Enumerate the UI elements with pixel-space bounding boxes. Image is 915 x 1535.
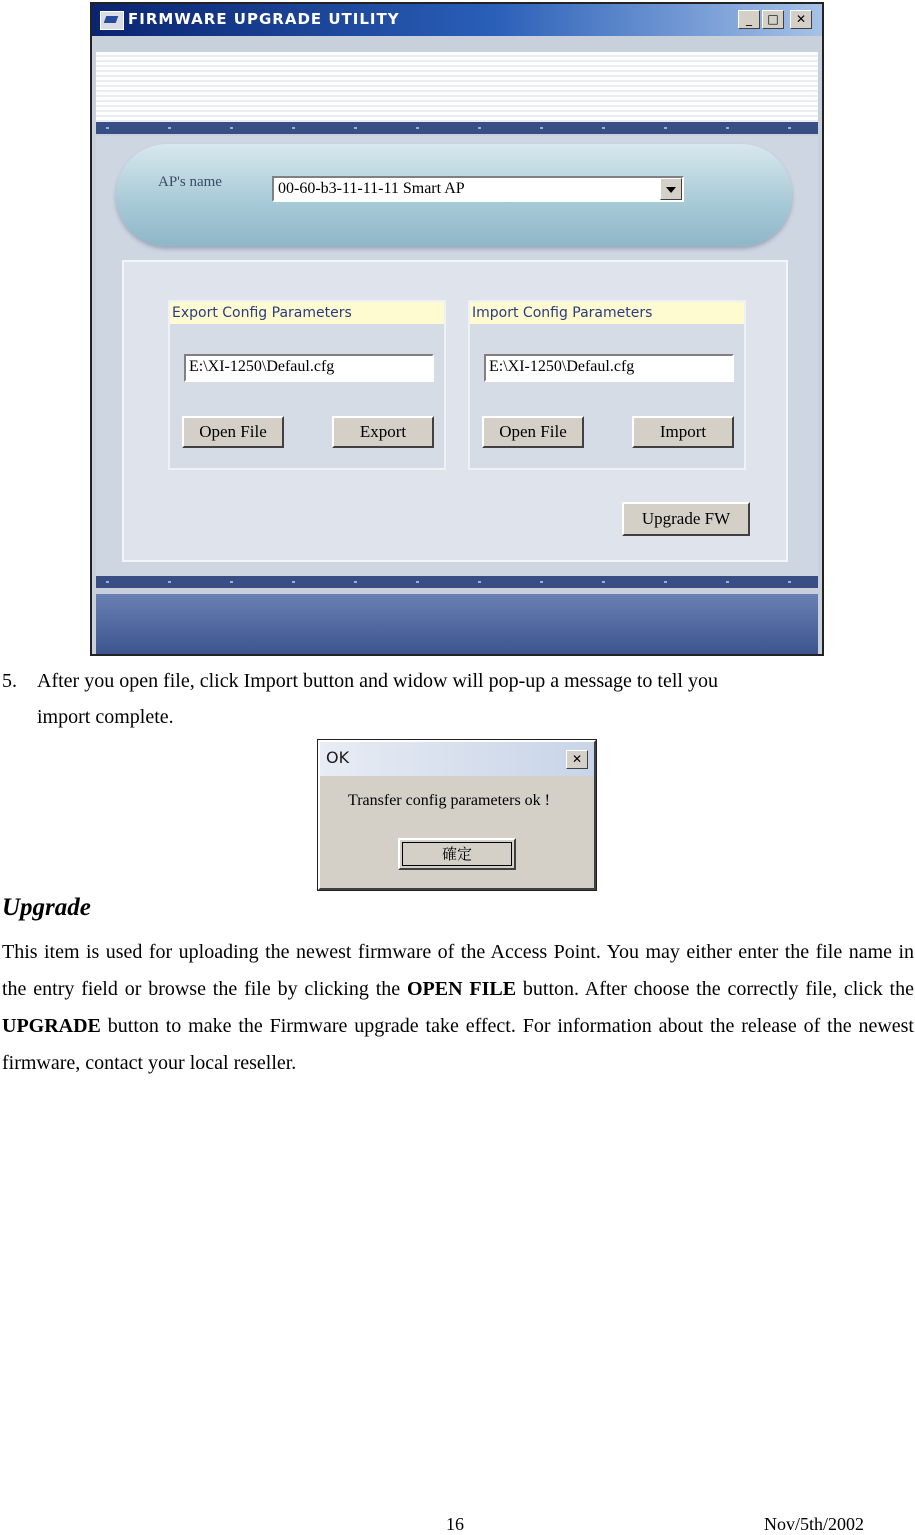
- bottom-divider-band: [96, 576, 818, 588]
- app-icon: [100, 11, 124, 30]
- export-group-title: Export Config Parameters: [170, 302, 444, 324]
- dialog-confirm-button[interactable]: 確定: [398, 838, 516, 870]
- page-number: 16: [446, 1514, 464, 1534]
- import-file-path-input[interactable]: E:\XI-1250\Defaul.cfg: [484, 354, 734, 382]
- import-group-title: Import Config Parameters: [470, 302, 744, 324]
- step-number: 5.: [2, 670, 17, 692]
- step-text-line-2: import complete.: [37, 706, 174, 728]
- close-button[interactable]: ✕: [790, 10, 812, 29]
- ap-name-label: AP's name: [158, 174, 222, 190]
- ok-dialog: [318, 740, 596, 890]
- step-text-line-1: After you open file, click Import button and widow will pop-up a message to tell you: [37, 670, 718, 692]
- dropdown-arrow-icon[interactable]: [660, 178, 682, 200]
- export-file-path-input[interactable]: E:\XI-1250\Defaul.cfg: [184, 354, 434, 382]
- upgrade-paragraph: [2, 934, 914, 1082]
- window-footer-band: [96, 594, 818, 654]
- upgrade-emphasis: UPGRADE: [2, 1015, 101, 1037]
- export-open-file-button[interactable]: Open File: [182, 416, 284, 448]
- ap-name-select[interactable]: [272, 176, 684, 202]
- import-open-file-button[interactable]: Open File: [482, 416, 584, 448]
- paragraph-text-2: button. After choose the correctly file, click the: [516, 978, 914, 1000]
- section-heading: Upgrade: [2, 894, 91, 921]
- ap-name-selected-value: 00-60-b3-11-11-11 Smart AP: [278, 180, 465, 197]
- firmware-utility-window: [90, 2, 824, 656]
- dialog-title: OK: [326, 748, 350, 767]
- dialog-close-button[interactable]: ✕: [566, 750, 588, 769]
- open-file-emphasis: OPEN FILE: [406, 978, 517, 1000]
- footer-date: Nov/5th/2002: [764, 1514, 865, 1534]
- export-config-group: [168, 300, 446, 470]
- window-title: FIRMWARE UPGRADE UTILITY: [128, 10, 400, 28]
- dialog-message: Transfer config parameters ok !: [348, 792, 551, 809]
- top-divider-band: [96, 122, 818, 134]
- maximize-button[interactable]: □: [762, 10, 784, 29]
- window-titlebar[interactable]: [92, 4, 822, 36]
- dialog-titlebar[interactable]: [320, 742, 594, 776]
- paragraph-text-3: button to make the Firmware upgrade take effect. For information about the release of the newest firmware, contact your local reseller.: [2, 1015, 914, 1074]
- minimize-button[interactable]: _: [738, 10, 760, 29]
- upgrade-fw-button[interactable]: Upgrade FW: [622, 502, 750, 536]
- import-config-group: [468, 300, 746, 470]
- header-banner: [96, 52, 818, 122]
- paragraph-text-1: This item is used for uploading the newest firmware of the Access Point. You may either enter the file name in the entry field or browse the file by clicking the: [2, 941, 914, 1000]
- import-button[interactable]: Import: [632, 416, 734, 448]
- export-button[interactable]: Export: [332, 416, 434, 448]
